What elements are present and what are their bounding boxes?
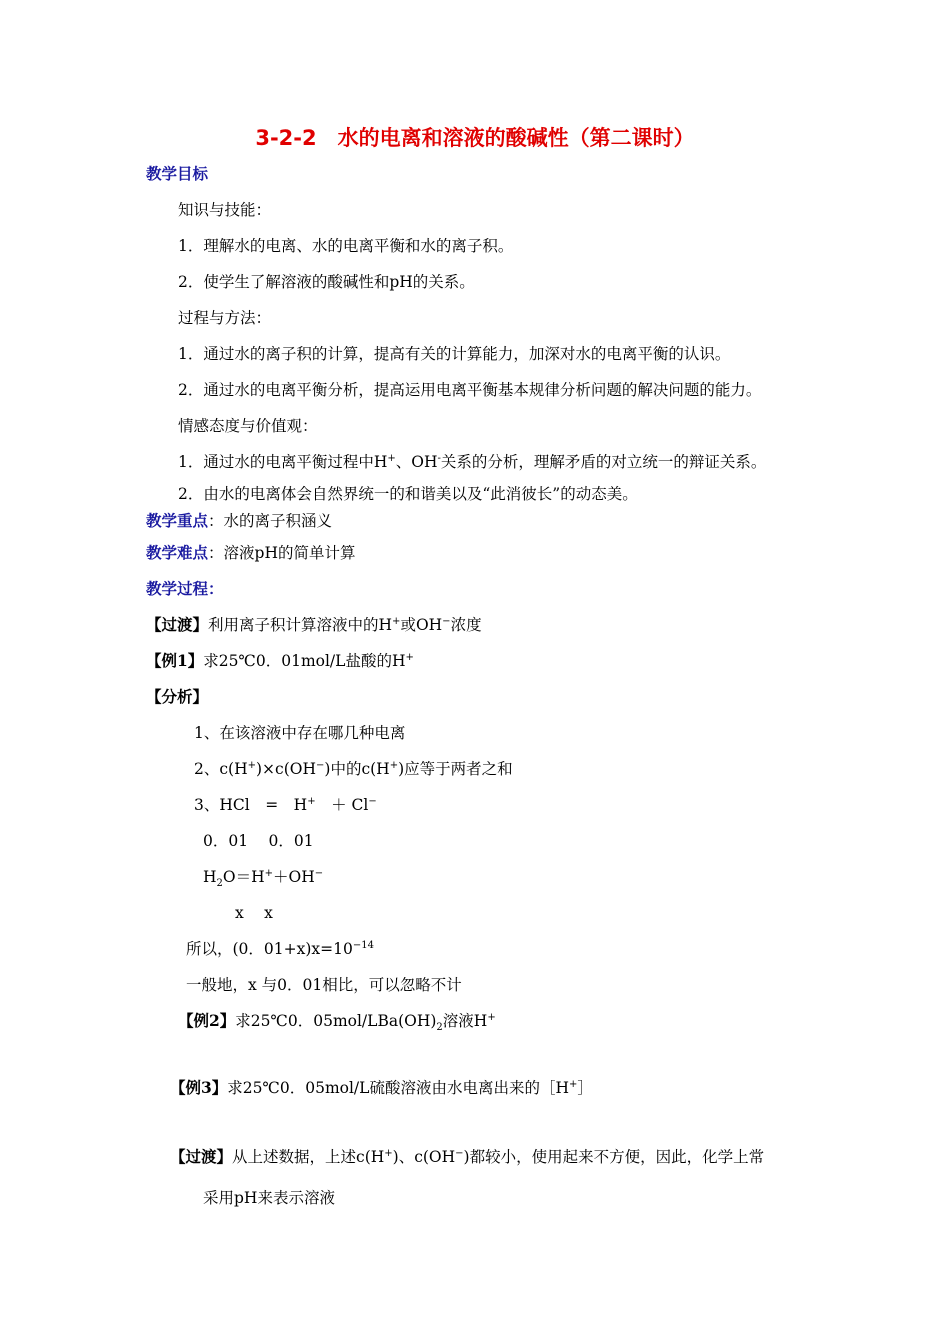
example-1: 【例1】求25℃0．01mol/L盐酸的H+ xyxy=(146,651,414,670)
knowledge-skills-label: 知识与技能： xyxy=(178,201,272,219)
key-point: 教学重点：水的离子积涵义 xyxy=(146,512,333,530)
process-method-label: 过程与方法： xyxy=(178,309,272,327)
transition-1: 【过渡】利用离子积计算溶液中的H+或OH−浓度 xyxy=(146,615,482,634)
objective-knowledge-1: 1．理解水的电离、水的电离平衡和水的离子积。 xyxy=(178,237,514,255)
analysis-item-2: 2、c(H+)×c(OH−)中的c(H+)应等于两者之和 xyxy=(194,759,513,778)
objectives-heading: 教学目标 xyxy=(146,165,209,183)
water-ionization-equation: $H_2O=H^++OH^-$ xyxy=(203,867,324,890)
key-point-label: 教学重点 xyxy=(146,512,209,530)
concentration-values: 0．01 0．01 xyxy=(203,832,314,850)
example-2: 【例2】求25℃0．$05mol/LBa(OH)_2$溶液H+ xyxy=(178,1011,496,1034)
objective-process-1: 1．通过水的离子积的计算，提高有关的计算能力，加深对水的电离平衡的认识。 xyxy=(178,345,731,363)
transition-2-continued: 采用pH来表示溶液 xyxy=(203,1189,335,1207)
difficulty-label: 教学难点 xyxy=(146,544,209,562)
process-heading: 教学过程： xyxy=(146,580,224,598)
analysis-item-3-equation: 3、HCl = H+ ＋ Cl− xyxy=(194,795,377,814)
approximation-note: 一般地，x 与0．01相比，可以忽略不计 xyxy=(186,976,462,994)
so-equation: 所以，(0．$01+x)x=10^{-14}$ xyxy=(186,939,374,958)
objective-process-2: 2．通过水的电离平衡分析，提高运用电离平衡基本规律分析问题的解决问题的能力。 xyxy=(178,381,762,399)
objective-emotion-1: 1．通过水的电离平衡过程中H+、OH-关系的分析，理解矛盾的对立统一的辩证关系。 xyxy=(178,452,767,471)
example-3: 【例3】求25℃0．05mol/L硫酸溶液由水电离出来的［H+］ xyxy=(170,1078,593,1097)
difficulty-point: 教学难点：溶液pH的简单计算 xyxy=(146,544,356,562)
page-title: 3-2-2 水的电离和溶液的酸碱性（第二课时） xyxy=(255,126,695,150)
objective-knowledge-2: 2．使学生了解溶液的酸碱性和pH的关系。 xyxy=(178,273,475,291)
transition-2: 【过渡】从上述数据，上述c(H+)、c(OH−)都较小，使用起来不方便，因此，化学上常 xyxy=(170,1147,765,1166)
analysis-label: 【分析】 xyxy=(146,687,209,706)
emotion-values-label: 情感态度与价值观： xyxy=(178,417,318,435)
unknown-x-values: x x xyxy=(235,904,273,922)
objective-emotion-2: 2．由水的电离体会自然界统一的和谐美以及“此消彼长”的动态美。 xyxy=(178,485,638,503)
analysis-item-1: 1、在该溶液中存在哪几种电离 xyxy=(194,724,406,742)
